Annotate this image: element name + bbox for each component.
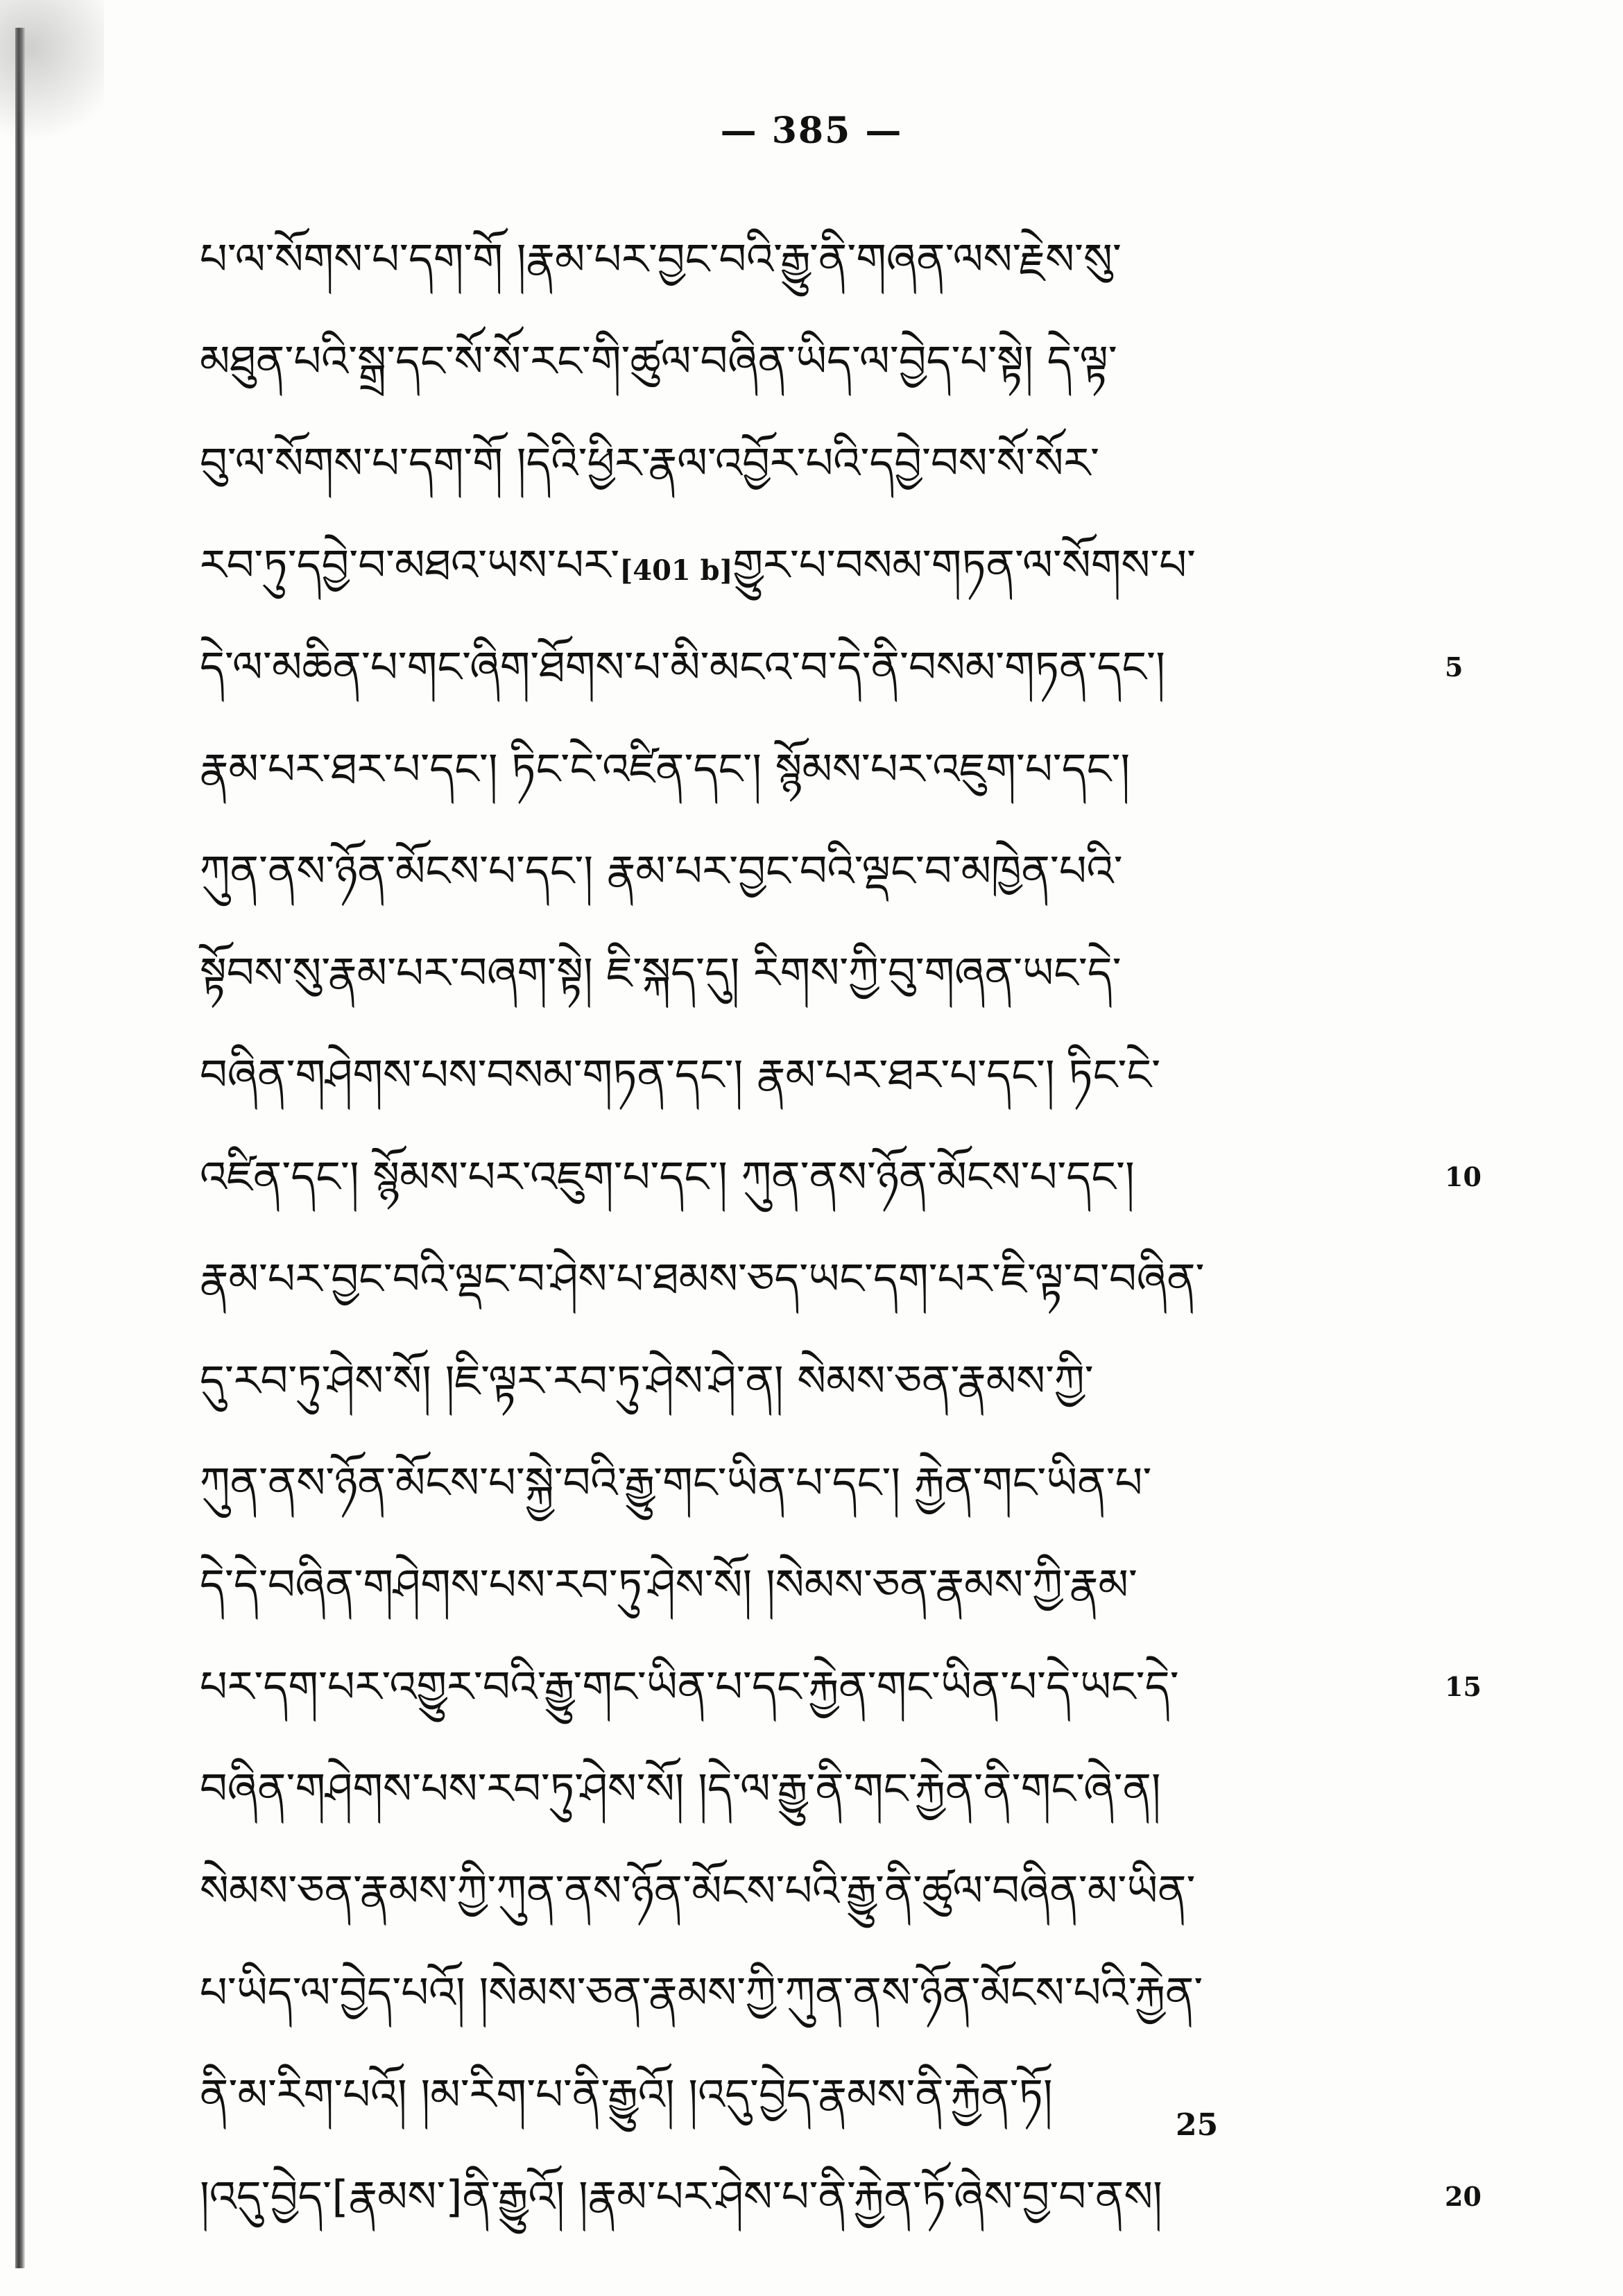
text-line-17 xyxy=(200,1840,1434,1942)
line-text: དེ་དེ་བཞིན་གཤེགས་པས་རབ་ཏུ་ཤེས་སོ། །སེམས་ཅན་རྣམས་ཀྱི་རྣམ་ xyxy=(200,1559,1137,1610)
text-line-13 xyxy=(200,1432,1434,1534)
line-text: པ་ཡིད་ལ་བྱེད་པའོ། །སེམས་ཅན་རྣམས་ཀྱི་ཀུན་ནས་ཉོན་མོངས་པའི་རྐྱེན་ xyxy=(200,1967,1203,2018)
folio-reference: [401 b] xyxy=(619,554,733,587)
page-binding-edge xyxy=(15,28,25,2268)
text-line-10 xyxy=(200,1126,1482,1228)
text-line-2 xyxy=(200,310,1434,412)
line-text: དེ་ལ་མཆིན་པ་གང་ཞིག་ཐོགས་པ་མི་མངའ་བ་དེ་ནི་བསམ་གཏན་དང་། xyxy=(200,642,1165,692)
text-line-5 xyxy=(200,616,1463,718)
line-text: པ་ལ་སོགས་པ་དག་གོ །རྣམ་པར་བྱང་བའི་རྒྱུ་ནི་གཞན་ལས་རྗེས་སུ་ xyxy=(200,234,1122,284)
line-text: བཞིན་གཤེགས་པས་བསམ་གཏན་དང་། རྣམ་པར་ཐར་པ་དང་། ཏིང་ངེ་ xyxy=(200,1050,1161,1100)
line-text: རྣམ་པར་བྱང་བའི་ལྡང་བ་ཤེས་པ་ཐམས་ཅད་ཡང་དག་པར་ཇི་ལྟ་བ་བཞིན་ xyxy=(200,1253,1205,1304)
text-line-20 xyxy=(200,2145,1482,2247)
line-text: །འདུ་བྱེད་[རྣམས་]ནི་རྒྱུའོ། །རྣམ་པར་ཤེས་པ་ནི་རྐྱེན་ཏོ་ཞེས་བྱ་བ་ནས། xyxy=(200,2171,1162,2222)
text-line-15 xyxy=(200,1636,1482,1738)
text-line-1 xyxy=(200,208,1434,310)
line-text: མཐུན་པའི་སྒྲ་དང་སོ་སོ་རང་གི་ཚུལ་བཞིན་ཡིད་ལ་བྱེད་པ་སྟེ། དེ་ལྟ་ xyxy=(200,336,1117,386)
page-number: — 385 — xyxy=(720,110,903,152)
text-line-9 xyxy=(200,1024,1434,1126)
text-line-6 xyxy=(200,718,1434,820)
line-text: སྟོབས་སུ་རྣམ་པར་བཞག་སྟེ། ཇི་སྐད་དུ། རིགས་ཀྱི་བུ་གཞན་ཡང་དེ་ xyxy=(200,948,1122,998)
text-line-16 xyxy=(200,1738,1434,1840)
text-line-19 xyxy=(200,2044,1434,2145)
text-line-8 xyxy=(200,922,1434,1024)
line-text: འཛིན་དང་། སྙོམས་པར་འཇུག་པ་དང་། ཀུན་ནས་ཉོན་མོངས་པ་དང་། xyxy=(200,1151,1135,1202)
signature-mark: 25 xyxy=(1176,2107,1219,2143)
line-text: བུ་ལ་སོགས་པ་དག་གོ །དེའི་ཕྱིར་རྣལ་འབྱོར་པའི་དབྱེ་བས་སོ་སོར་ xyxy=(200,438,1099,488)
line-text: རབ་ཏུ་དབྱེ་བ་མཐའ་ཡས་པར་ xyxy=(200,540,620,590)
tibetan-text-block xyxy=(200,208,1482,2247)
line-text: རྣམ་པར་ཐར་པ་དང་། ཏིང་ངེ་འཛིན་དང་། སྙོམས་པར་འཇུག་པ་དང་། xyxy=(200,744,1131,794)
text-line-3 xyxy=(200,412,1434,514)
line-text: བཞིན་གཤེགས་པས་རབ་ཏུ་ཤེས་སོ། །དེ་ལ་རྒྱུ་ནི་གང་རྐྱེན་ནི་གང་ཞེ་ན། xyxy=(200,1763,1161,1814)
text-line-12 xyxy=(200,1330,1434,1432)
text-line-11 xyxy=(200,1228,1434,1330)
line-text: སེམས་ཅན་རྣམས་ཀྱི་ཀུན་ནས་ཉོན་མོངས་པའི་རྒྱུ་ནི་ཚུལ་བཞིན་མ་ཡིན་ xyxy=(200,1865,1196,1916)
line-text: པར་དག་པར་འགྱུར་བའི་རྒྱུ་གང་ཡིན་པ་དང་རྐྱེན་གང་ཡིན་པ་དེ་ཡང་དེ་ xyxy=(200,1661,1179,1712)
text-line-7 xyxy=(200,820,1434,922)
line-text: ཀུན་ནས་ཉོན་མོངས་པ་དང་། རྣམ་པར་བྱང་བའི་ལྡང་བ་མཁྱེན་པའི་ xyxy=(200,846,1123,896)
line-number: 10 xyxy=(1445,1161,1482,1192)
line-text: ཀུན་ནས་ཉོན་མོངས་པ་སྐྱེ་བའི་རྒྱུ་གང་ཡིན་པ་དང་། རྐྱེན་གང་ཡིན་པ་ xyxy=(200,1457,1152,1508)
text-line-18 xyxy=(200,1942,1434,2044)
line-number: 15 xyxy=(1445,1671,1482,1702)
text-line-4 xyxy=(200,514,1434,616)
line-number: 20 xyxy=(1445,2181,1482,2212)
line-text: ནི་མ་རིག་པའོ། །མ་རིག་པ་ནི་རྒྱུའོ། །འདུ་བྱེད་རྣམས་ནི་རྐྱེན་ཏོ། xyxy=(200,2069,1053,2120)
line-text-continued: གྱུར་པ་བསམ་གཏན་ལ་སོགས་པ་ xyxy=(732,540,1196,590)
text-line-14 xyxy=(200,1534,1434,1636)
line-text: དུ་རབ་ཏུ་ཤེས་སོ། །ཇི་ལྟར་རབ་ཏུ་ཤེས་ཤེ་ན། སེམས་ཅན་རྣམས་ཀྱི་ xyxy=(200,1355,1094,1406)
line-number: 5 xyxy=(1445,651,1463,683)
